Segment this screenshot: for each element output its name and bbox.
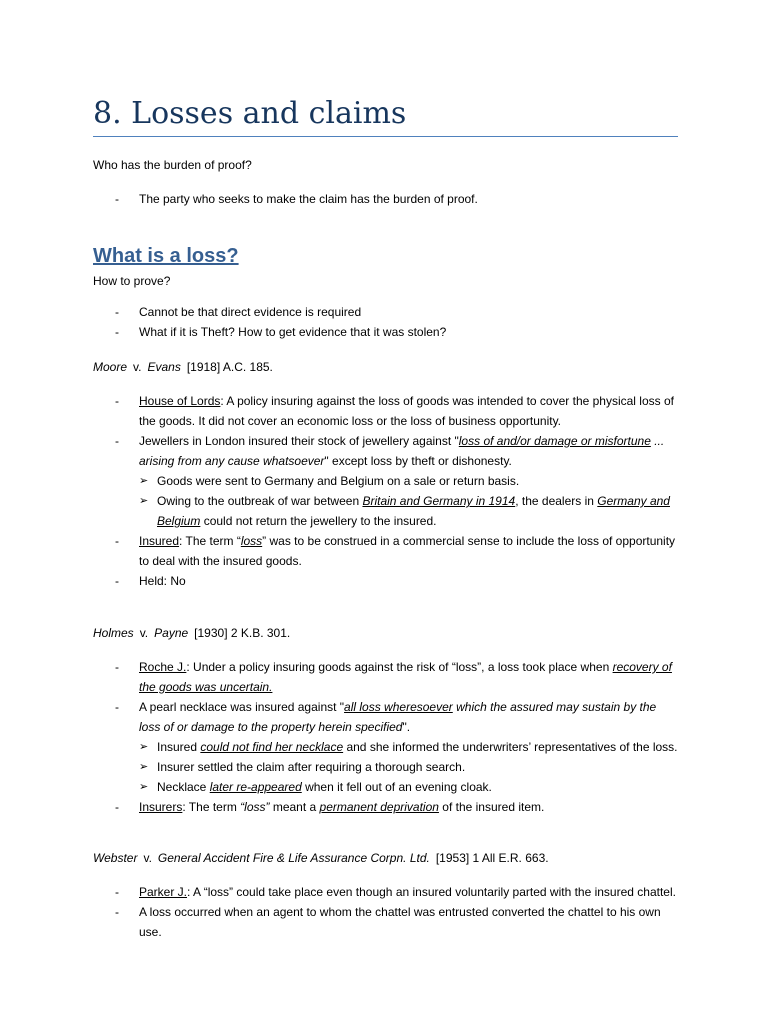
policy-quote: loss of and/or damage or misfortune (458, 434, 651, 448)
how-to-prove: How to prove? (93, 274, 171, 288)
argument-text: meant a (269, 800, 320, 814)
list-item: - A loss occurred when an agent to whom the chattel was entrusted converted the chattel to his own use. (93, 902, 678, 942)
list-item (93, 531, 678, 571)
list-item: - What if it is Theft? How to get evidence that it was stolen? (93, 322, 678, 342)
sub-text: Insured (157, 740, 201, 754)
case-webster (93, 848, 678, 942)
party-two: General Accident Fire & Life Assurance Corpn. Ltd. (157, 851, 430, 865)
section-heading: What is a loss? (93, 245, 239, 267)
holding-text: : A policy insuring against the loss of goods was intended to cover the physical loss of the goods. It did not cover an economic loss or the loss of business opportunity. (139, 394, 674, 428)
list-item (139, 491, 678, 531)
argument-emphasis: permanent deprivation (319, 800, 439, 814)
holding-emphasis: recovery of the goods was uncertain. (139, 660, 672, 694)
intro-section (93, 155, 678, 209)
case-points (93, 882, 678, 942)
sub-text: and she informed the underwriters’ representatives of the loss. (343, 740, 678, 754)
list-item (93, 391, 678, 431)
case-citation (93, 357, 678, 377)
policy-quote-cont: which the assured may sustain by the loss of or damage to the property herein specified (139, 700, 657, 734)
loss-section (93, 242, 678, 342)
argument-text: : The term “ (179, 534, 241, 548)
list-item (139, 777, 678, 797)
policy-quote: all loss wheresoever (344, 700, 453, 714)
party-one: Holmes (93, 626, 134, 640)
proof-list (93, 302, 678, 342)
facts-text: A pearl necklace was insured against " (139, 700, 345, 714)
citation-ref: [1930] 2 K.B. 301. (194, 626, 291, 640)
case-points (93, 657, 678, 817)
sub-emphasis: could not find her necklace (200, 740, 344, 754)
sub-text: , the dealers in (515, 494, 598, 508)
case-holmes-payne (93, 623, 678, 817)
party-one: Webster (93, 851, 138, 865)
list-item (93, 797, 678, 817)
insurers-label: Insurers (139, 800, 183, 814)
party-two: Payne (154, 626, 189, 640)
sub-text: Necklace (157, 780, 210, 794)
citation-ref: [1953] 1 All E.R. 663. (435, 851, 549, 865)
party-one: Moore (93, 360, 128, 374)
case-points (93, 391, 678, 591)
burden-question: Who has the burden of proof? (93, 158, 252, 172)
sub-text: when it fell out of an evening cloak. (301, 780, 492, 794)
facts-text-end: ". (402, 720, 411, 734)
sub-text: Owing to the outbreak of war between (157, 494, 363, 508)
sub-text: could not return the jewellery to the insured. (200, 514, 437, 528)
list-item (139, 737, 678, 757)
insured-label: Insured (139, 534, 180, 548)
list-item: ➢ Goods were sent to Germany and Belgium on a sale or return basis. (139, 471, 678, 491)
argument-text: ” was to be construed in a commercial sense to include the loss of opportunity to deal with the insured goods. (139, 534, 676, 568)
versus: v. (139, 626, 149, 640)
sub-emphasis: Germany and Belgium (157, 494, 670, 528)
case-moore-evans (93, 357, 678, 591)
versus: v. (143, 851, 152, 865)
list-item (93, 571, 678, 591)
list-item: - Cannot be that direct evidence is required (93, 302, 678, 322)
court-label: House of Lords (139, 394, 221, 408)
party-two: Evans (147, 360, 181, 374)
burden-list (93, 189, 678, 209)
citation-ref: [1918] A.C. 185. (186, 360, 273, 374)
versus: v. (133, 360, 142, 374)
holding-text: : A “loss” could take place even though an insured voluntarily parted with the insured chattel. (187, 885, 676, 899)
held-text: Held: No (139, 574, 186, 588)
term-loss: “loss” (240, 800, 270, 814)
judge-label: Roche J. (139, 660, 187, 674)
facts-text: Jewellers in London insured their stock of jewellery against " (139, 434, 459, 448)
sub-emphasis: Britain and Germany in 1914 (362, 494, 516, 508)
sub-points (139, 737, 678, 797)
judge-label: Parker J. (139, 885, 188, 899)
list-item (93, 882, 678, 902)
page-title: 8. Losses and claims (93, 94, 678, 137)
term-loss: loss (240, 534, 263, 548)
facts-text-end: " except loss by theft or dishonesty. (324, 454, 512, 468)
case-citation (93, 623, 678, 643)
list-item: ➢ Insurer settled the claim after requiring a thorough search. (139, 757, 678, 777)
argument-text: : The term (182, 800, 241, 814)
sub-points (139, 471, 678, 531)
sub-emphasis: later re-appeared (209, 780, 302, 794)
list-item (93, 189, 678, 209)
argument-text: of the insured item. (438, 800, 545, 814)
list-item (93, 431, 678, 531)
list-item (93, 657, 678, 697)
case-citation (93, 848, 678, 868)
burden-answer: The party who seeks to make the claim has the burden of proof. (139, 192, 478, 206)
holding-text: : Under a policy insuring goods against the risk of “loss”, a loss took place when (186, 660, 613, 674)
list-item (93, 697, 678, 797)
policy-quote-cont: ... arising from any cause whatsoever (139, 434, 665, 468)
